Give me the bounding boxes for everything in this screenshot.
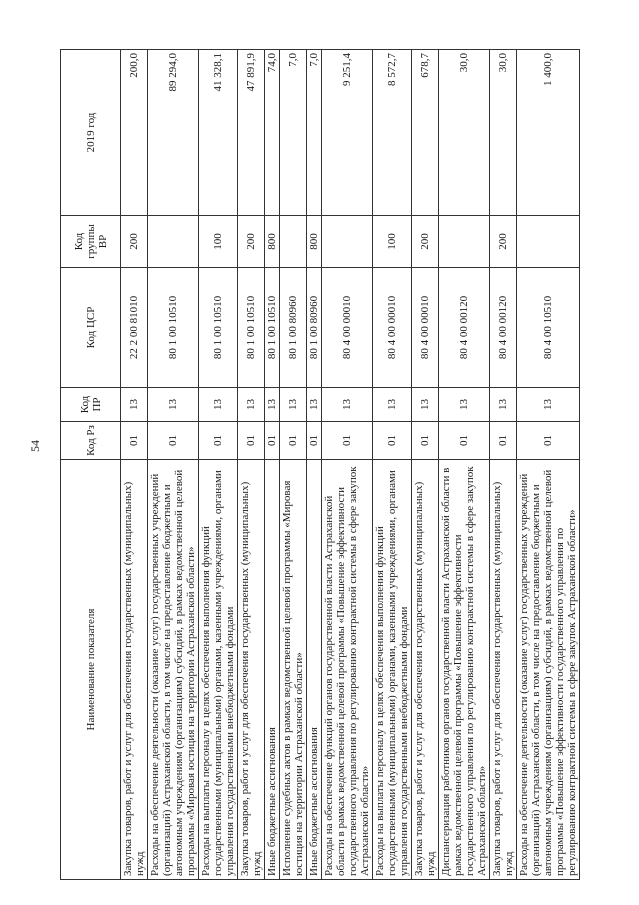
- row-vr: 200: [238, 216, 265, 268]
- row-vr: [439, 216, 490, 268]
- row-vr: [517, 216, 580, 268]
- row-rz: 01: [490, 422, 517, 460]
- row-rz: 01: [265, 422, 280, 460]
- table-row: [199, 50, 238, 880]
- row-name: Закупка товаров, работ и услуг для обеспечения государственных (муниципальных) нужд: [412, 460, 439, 880]
- header-vr: Код группы ВР: [61, 216, 121, 268]
- row-csr: 80 4 00 00120: [439, 268, 490, 388]
- row-pr: 13: [265, 388, 280, 422]
- row-name: Закупка товаров, работ и услуг для обеспечения государственных (муниципальных) нужд: [490, 460, 517, 880]
- row-csr: 80 1 00 10510: [199, 268, 238, 388]
- row-sum: 47 891,9: [238, 50, 265, 216]
- row-sum: 74,0: [265, 50, 280, 216]
- table-row: [412, 50, 439, 880]
- row-rz: 01: [238, 422, 265, 460]
- row-csr: 80 4 00 00010: [322, 268, 373, 388]
- row-pr: 13: [517, 388, 580, 422]
- header-rz: Код Рз: [61, 422, 121, 460]
- row-csr: 80 1 00 10510: [265, 268, 280, 388]
- rotated-page-content: [60, 50, 578, 880]
- row-csr: 80 4 00 10510: [517, 268, 580, 388]
- row-rz: 01: [148, 422, 199, 460]
- row-pr: 13: [307, 388, 322, 422]
- row-name: Диспансеризация работников органов государственной власти Астраханской области в рамках ведомственной целевой программы «Повышение эффективности государственного управления по регулированию контрактной системы в сфере закупок Астраханской области»: [439, 460, 490, 880]
- row-pr: 13: [373, 388, 412, 422]
- table-row: [121, 50, 148, 880]
- row-name: Расходы на выплаты персоналу в целях обеспечения выполнения функций государственными (муниципальными) органами, казенными учреждениями, органами управления государственными внебюджетными фондами: [373, 460, 412, 880]
- header-year: 2019 год: [61, 50, 121, 216]
- row-name: Иные бюджетные ассигнования: [265, 460, 280, 880]
- row-sum: 7,0: [280, 50, 307, 216]
- row-name: Расходы на обеспечение функций органов государственной власти Астраханской области в рамках ведомственной целевой программы «Повышение эффективности государственного управления по регулированию контрактной системы в сфере закупок Астраханской области»: [322, 460, 373, 880]
- row-csr: 80 4 00 00120: [490, 268, 517, 388]
- row-name: Иные бюджетные ассигнования: [307, 460, 322, 880]
- row-rz: 01: [322, 422, 373, 460]
- row-vr: 200: [490, 216, 517, 268]
- page-number: 54: [28, 440, 42, 452]
- row-vr: 800: [265, 216, 280, 268]
- row-rz: 01: [199, 422, 238, 460]
- row-pr: 13: [121, 388, 148, 422]
- table-row: [148, 50, 199, 880]
- row-pr: 13: [439, 388, 490, 422]
- row-csr: 22 2 00 81010: [121, 268, 148, 388]
- table-row: [307, 50, 322, 880]
- row-rz: 01: [517, 422, 580, 460]
- table-row: [322, 50, 373, 880]
- row-rz: 01: [307, 422, 322, 460]
- header-name: Наименование показателя: [61, 460, 121, 880]
- row-pr: 13: [322, 388, 373, 422]
- row-pr: 13: [280, 388, 307, 422]
- row-csr: 80 1 00 80960: [280, 268, 307, 388]
- row-name: Расходы на обеспечение деятельности (оказание услуг) государственных учреждений (организаций) Астраханской области, в том числе на предоставление бюджетным и автономным учреждениям (организациям) субсидий, в рамках ведомственной целевой программы «Мировая юстиция на территории Астраханской области»: [148, 460, 199, 880]
- row-sum: 7,0: [307, 50, 322, 216]
- row-pr: 13: [199, 388, 238, 422]
- table-row: [373, 50, 412, 880]
- row-sum: 9 251,4: [322, 50, 373, 216]
- row-rz: 01: [412, 422, 439, 460]
- table-row: [517, 50, 580, 880]
- row-rz: 01: [280, 422, 307, 460]
- row-pr: 13: [148, 388, 199, 422]
- row-pr: 13: [412, 388, 439, 422]
- table-row: [265, 50, 280, 880]
- table-row: [238, 50, 265, 880]
- row-rz: 01: [373, 422, 412, 460]
- budget-table: [60, 49, 580, 880]
- row-pr: 13: [238, 388, 265, 422]
- table-row: [439, 50, 490, 880]
- row-csr: 80 1 00 80960: [307, 268, 322, 388]
- row-vr: [148, 216, 199, 268]
- row-pr: 13: [490, 388, 517, 422]
- row-name: Расходы на выплаты персоналу в целях обеспечения выполнения функций государственными (муниципальными) органами, казенными учреждениями, органами управления государственными внебюджетными фондами: [199, 460, 238, 880]
- row-csr: 80 1 00 10510: [238, 268, 265, 388]
- row-sum: 8 572,7: [373, 50, 412, 216]
- row-csr: 80 1 00 10510: [148, 268, 199, 388]
- row-name: Закупка товаров, работ и услуг для обеспечения государственных (муниципальных) нужд: [238, 460, 265, 880]
- row-vr: 200: [121, 216, 148, 268]
- row-name: Закупка товаров, работ и услуг для обеспечения государственных (муниципальных) нужд: [121, 460, 148, 880]
- row-vr: 800: [307, 216, 322, 268]
- row-sum: 30,0: [490, 50, 517, 216]
- row-csr: 80 4 00 00010: [412, 268, 439, 388]
- row-sum: 200,0: [121, 50, 148, 216]
- header-pr: Код ПР: [61, 388, 121, 422]
- table-row: [280, 50, 307, 880]
- row-vr: [322, 216, 373, 268]
- table-row: [490, 50, 517, 880]
- row-sum: 1 400,0: [517, 50, 580, 216]
- row-vr: 100: [373, 216, 412, 268]
- row-name: Исполнение судебных актов в рамках ведомственной целевой программы «Мировая юстиция на территории Астраханской области»: [280, 460, 307, 880]
- table-header-row: [61, 50, 121, 880]
- header-csr: Код ЦСР: [61, 268, 121, 388]
- row-name: Расходы на обеспечение деятельности (оказание услуг) государственных учреждений (организаций) Астраханской области, в том числе на предоставление бюджетным и автономным учреждениям (организациям) субсидий, в рамках ведомственной целевой программы «Повышение эффективности государственного управления по регулированию контрактной системы в сфере закупок Астраханской области»: [517, 460, 580, 880]
- row-rz: 01: [121, 422, 148, 460]
- row-rz: 01: [439, 422, 490, 460]
- row-vr: [280, 216, 307, 268]
- row-csr: 80 4 00 00010: [373, 268, 412, 388]
- row-vr: 200: [412, 216, 439, 268]
- row-sum: 89 294,0: [148, 50, 199, 216]
- row-vr: 100: [199, 216, 238, 268]
- row-sum: 41 328,1: [199, 50, 238, 216]
- row-sum: 678,7: [412, 50, 439, 216]
- row-sum: 30,0: [439, 50, 490, 216]
